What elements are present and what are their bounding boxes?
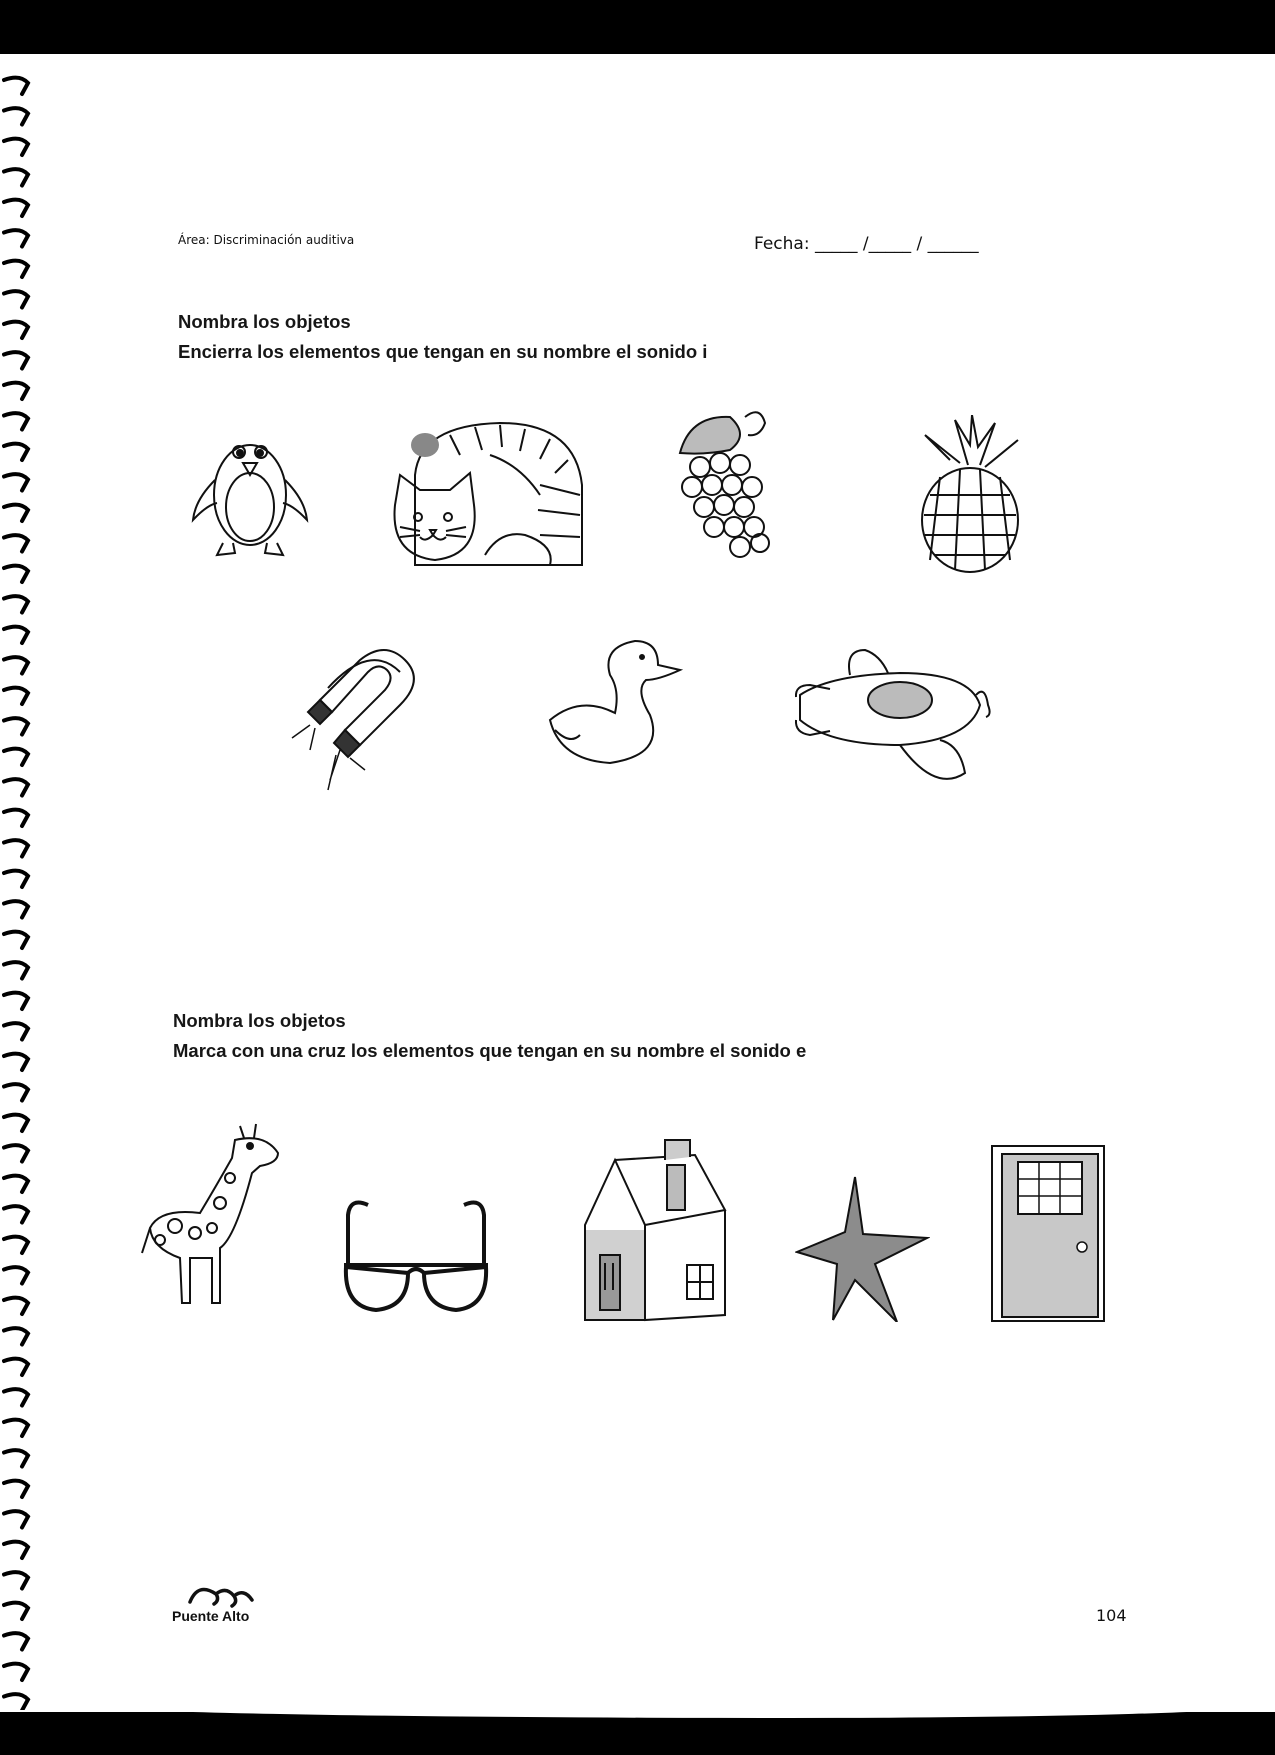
- duck-icon: [540, 635, 700, 770]
- section1-title: Nombra los objetos: [178, 311, 351, 332]
- star-icon: [795, 1172, 930, 1322]
- pineapple-icon: [910, 415, 1030, 575]
- door-icon: [988, 1142, 1113, 1327]
- logo-text: Puente Alto: [172, 1608, 250, 1624]
- date-field: Fecha: _____ /_____ / ______: [754, 234, 979, 254]
- glasses-icon: [338, 1195, 494, 1320]
- page-number: 104: [1096, 1606, 1127, 1625]
- grapes-icon: [660, 405, 800, 565]
- area-label: Área: Discriminación auditiva: [178, 233, 355, 247]
- giraffe-icon: [140, 1118, 290, 1318]
- airplane-icon: [790, 645, 1000, 795]
- spiral-binding: [0, 70, 34, 1710]
- section2-title: Nombra los objetos: [173, 1010, 346, 1031]
- section1-instruction: Encierra los elementos que tengan en su nombre el sonido i: [178, 341, 708, 362]
- scan-top-edge: [0, 0, 1275, 54]
- magnet-icon: [290, 640, 430, 795]
- section2-instruction: Marca con una cruz los elementos que tengan en su nombre el sonido e: [173, 1040, 807, 1061]
- cat-icon: [390, 415, 590, 575]
- scan-bottom-edge: [0, 1712, 1275, 1755]
- house-icon: [575, 1135, 735, 1325]
- penguin-icon: [185, 415, 315, 565]
